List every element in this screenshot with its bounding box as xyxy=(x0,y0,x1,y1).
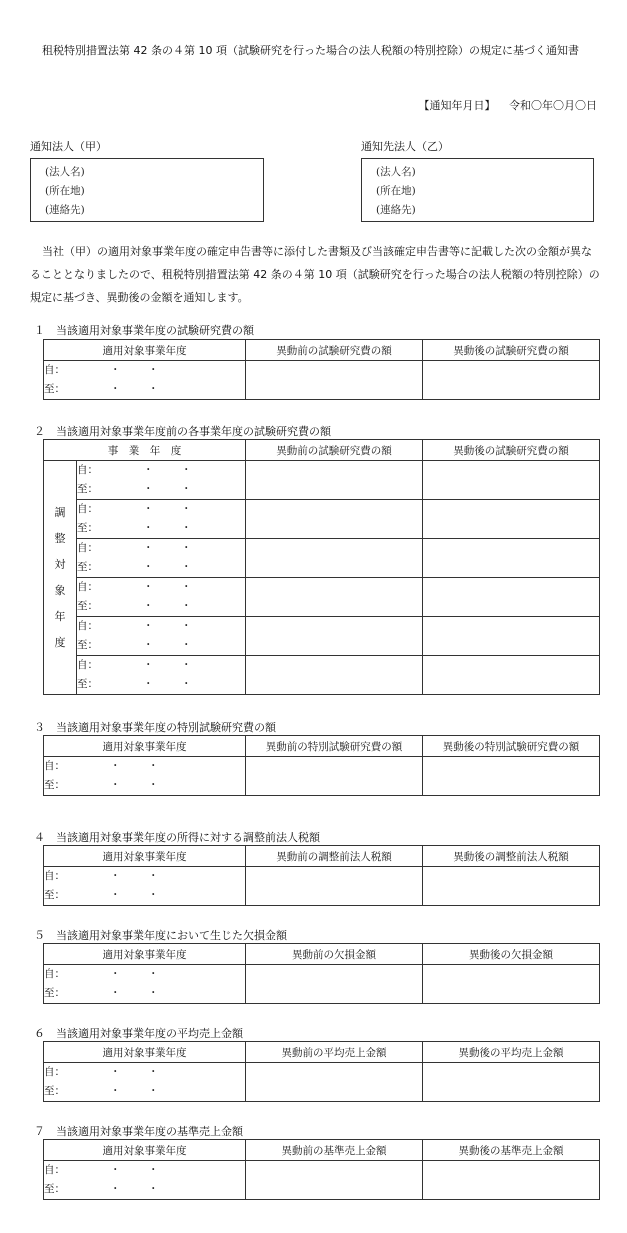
sender-contact-field: (連絡先) xyxy=(45,204,85,216)
s2-header-before: 異動前の試験研究費の額 xyxy=(246,440,423,461)
s5-period-cell[interactable]: 自： ・ ・ 至： ・ ・ xyxy=(44,965,246,1004)
s2-period-cell[interactable]: 自： ・ ・ 至： ・ ・ xyxy=(77,656,246,695)
receiver-name-field: (法人名) xyxy=(376,166,416,178)
section-5-table xyxy=(43,943,600,1004)
s3-header-before: 異動前の特別試験研究費の額 xyxy=(246,736,423,757)
notice-date xyxy=(419,97,598,113)
s6-after-cell[interactable] xyxy=(423,1063,600,1102)
s2-before-cell[interactable] xyxy=(246,500,423,539)
s2-period-cell[interactable]: 自： ・ ・ 至： ・ ・ xyxy=(77,461,246,500)
section-2-title: ２ 当該適用対象事業年度前の各事業年度の試験研究費の額 xyxy=(34,425,331,438)
s4-header-before: 異動前の調整前法人税額 xyxy=(246,846,423,867)
s6-header-before: 異動前の平均売上金額 xyxy=(246,1042,423,1063)
s6-header-after: 異動後の平均売上金額 xyxy=(423,1042,600,1063)
s1-period-cell[interactable]: 自： ・ ・ 至： ・ ・ xyxy=(44,361,246,400)
section-3-title: ３ 当該適用対象事業年度の特別試験研究費の額 xyxy=(34,721,276,734)
s2-before-cell[interactable] xyxy=(246,656,423,695)
s2-period-cell[interactable]: 自： ・ ・ 至： ・ ・ xyxy=(77,539,246,578)
section-7-table xyxy=(43,1139,600,1200)
s2-period-cell[interactable]: 自： ・ ・ 至： ・ ・ xyxy=(77,617,246,656)
section-6-title: ６ 当該適用対象事業年度の平均売上金額 xyxy=(34,1027,243,1040)
s6-period-cell[interactable]: 自： ・ ・ 至： ・ ・ xyxy=(44,1063,246,1102)
s2-before-cell[interactable] xyxy=(246,461,423,500)
s2-after-cell[interactable] xyxy=(423,617,600,656)
s3-after-cell[interactable] xyxy=(423,757,600,796)
s4-before-cell[interactable] xyxy=(246,867,423,906)
adjustment-years-label: 調 整 対 象 年 度 xyxy=(44,461,77,695)
s2-after-cell[interactable] xyxy=(423,461,600,500)
receiver-contact-field: (連絡先) xyxy=(376,204,416,216)
s2-period-cell[interactable]: 自： ・ ・ 至： ・ ・ xyxy=(77,578,246,617)
s5-header-after: 異動後の欠損金額 xyxy=(423,944,600,965)
section-3-table xyxy=(43,735,600,796)
s2-after-cell[interactable] xyxy=(423,539,600,578)
s7-period-cell[interactable]: 自： ・ ・ 至： ・ ・ xyxy=(44,1161,246,1200)
s1-header-before: 異動前の試験研究費の額 xyxy=(246,340,423,361)
s3-header-period: 適用対象事業年度 xyxy=(44,736,246,757)
s5-header-period: 適用対象事業年度 xyxy=(44,944,246,965)
receiver-address-field: (所在地) xyxy=(376,185,416,197)
s2-after-cell[interactable] xyxy=(423,656,600,695)
s2-after-cell[interactable] xyxy=(423,578,600,617)
s2-period-cell[interactable]: 自： ・ ・ 至： ・ ・ xyxy=(77,500,246,539)
s5-after-cell[interactable] xyxy=(423,965,600,1004)
section-1-title: １ 当該適用対象事業年度の試験研究費の額 xyxy=(34,324,254,337)
s4-after-cell[interactable] xyxy=(423,867,600,906)
s1-after-cell[interactable] xyxy=(423,361,600,400)
document-title: 租税特別措置法第 42 条の４第 10 項（試験研究を行った場合の法人税額の特別控除）の規定に基づく通知書 xyxy=(42,44,579,57)
section-4-title: ４ 当該適用対象事業年度の所得に対する調整前法人税額 xyxy=(34,831,320,844)
sender-label: 通知法人（甲） xyxy=(30,140,107,153)
s2-header-period: 事 業 年 度 xyxy=(44,440,246,461)
s7-header-period: 適用対象事業年度 xyxy=(44,1140,246,1161)
s7-header-before: 異動前の基準売上金額 xyxy=(246,1140,423,1161)
s1-header-after: 異動後の試験研究費の額 xyxy=(423,340,600,361)
date-label: 【通知年月日】 xyxy=(418,99,496,112)
sender-box xyxy=(30,158,264,222)
s2-before-cell[interactable] xyxy=(246,617,423,656)
s6-before-cell[interactable] xyxy=(246,1063,423,1102)
s1-header-period: 適用対象事業年度 xyxy=(44,340,246,361)
s1-before-cell[interactable] xyxy=(246,361,423,400)
s6-header-period: 適用対象事業年度 xyxy=(44,1042,246,1063)
s4-period-cell[interactable]: 自： ・ ・ 至： ・ ・ xyxy=(44,867,246,906)
section-6-table xyxy=(43,1041,600,1102)
s7-header-after: 異動後の基準売上金額 xyxy=(423,1140,600,1161)
s4-header-after: 異動後の調整前法人税額 xyxy=(423,846,600,867)
s5-header-before: 異動前の欠損金額 xyxy=(246,944,423,965)
receiver-box xyxy=(361,158,594,222)
s3-before-cell[interactable] xyxy=(246,757,423,796)
s3-header-after: 異動後の特別試験研究費の額 xyxy=(423,736,600,757)
section-2-table xyxy=(43,439,600,695)
s7-before-cell[interactable] xyxy=(246,1161,423,1200)
section-1-table xyxy=(43,339,600,400)
sender-address-field: (所在地) xyxy=(45,185,85,197)
s2-before-cell[interactable] xyxy=(246,539,423,578)
section-4-table xyxy=(43,845,600,906)
s2-header-after: 異動後の試験研究費の額 xyxy=(423,440,600,461)
s5-before-cell[interactable] xyxy=(246,965,423,1004)
receiver-label: 通知先法人（乙） xyxy=(361,140,449,153)
section-5-title: ５ 当該適用対象事業年度において生じた欠損金額 xyxy=(34,929,287,942)
notice-body: 当社（甲）の適用対象事業年度の確定申告書等に添付した書類及び当該確定申告書等に記載した次の金額が異なることとなりましたので、租税特別措置法第 42 条の４第 10 項（試験研究を行った場合の法人税額の特別控除）の規定に基づき、異動後の金額を通知します。 xyxy=(30,245,600,304)
s4-header-period: 適用対象事業年度 xyxy=(44,846,246,867)
s2-before-cell[interactable] xyxy=(246,578,423,617)
s2-after-cell[interactable] xyxy=(423,500,600,539)
date-value: 令和〇年〇月〇日 xyxy=(509,99,597,112)
sender-name-field: (法人名) xyxy=(45,166,85,178)
s3-period-cell[interactable]: 自： ・ ・ 至： ・ ・ xyxy=(44,757,246,796)
s7-after-cell[interactable] xyxy=(423,1161,600,1200)
section-7-title: ７ 当該適用対象事業年度の基準売上金額 xyxy=(34,1125,243,1138)
